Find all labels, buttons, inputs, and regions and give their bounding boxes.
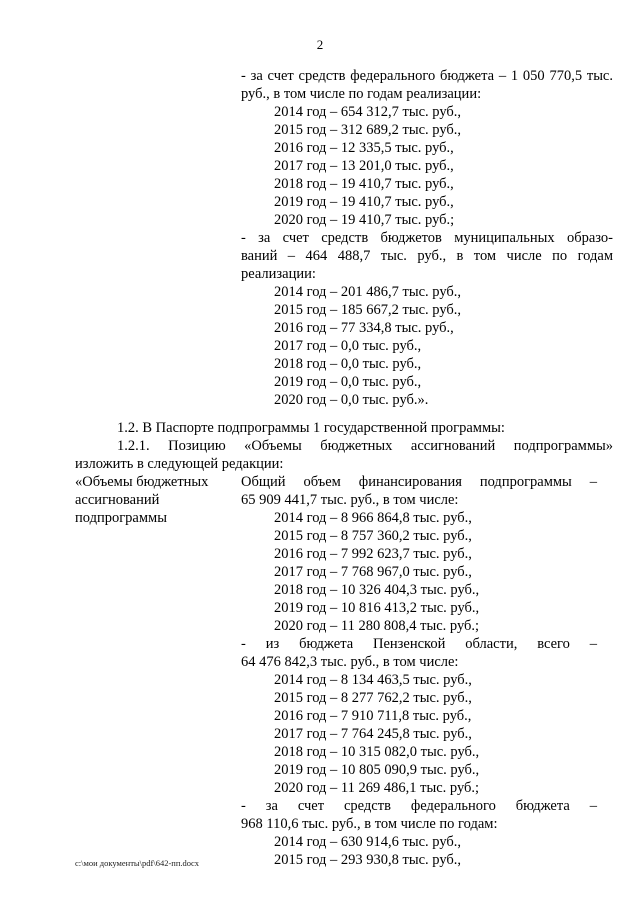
list-item: 2017 год – 7 764 245,8 тыс. руб., [274, 726, 472, 742]
label-line: подпрограммы [75, 510, 167, 526]
page-number: 2 [316, 37, 324, 52]
municipal-budget-line-2: ваний – 464 488,7 тыс. руб., в том числе по годам [241, 248, 613, 264]
list-item: 2020 год – 11 269 486,1 тыс. руб.; [274, 780, 480, 796]
list-item: 2017 год – 13 201,0 тыс. руб., [274, 158, 454, 174]
list-item: 2016 год – 12 335,5 тыс. руб., [274, 140, 454, 156]
table-federal-budget-line-1: - за счет средств федерального бюджета – [241, 798, 597, 814]
list-item: 2019 год – 0,0 тыс. руб., [274, 374, 422, 390]
list-item: 2020 год – 0,0 тыс. руб.». [274, 392, 429, 408]
list-item: 2019 год – 19 410,7 тыс. руб., [274, 194, 454, 210]
list-item: 2016 год – 7 910 711,8 тыс. руб., [274, 708, 472, 724]
list-item: 2014 год – 8 134 463,5 тыс. руб., [274, 672, 472, 688]
section-1-2-heading: 1.2. В Паспорте подпрограммы 1 государственной программы: [117, 420, 505, 436]
regional-budget-line-2: 64 476 842,3 тыс. руб., в том числе: [241, 654, 459, 670]
list-item: 2016 год – 77 334,8 тыс. руб., [274, 320, 454, 336]
list-item: 2015 год – 8 277 762,2 тыс. руб., [274, 690, 472, 706]
list-item: 2020 год – 11 280 808,4 тыс. руб.; [274, 618, 480, 634]
list-item: 2014 год – 8 966 864,8 тыс. руб., [274, 510, 472, 526]
list-item: 2015 год – 312 689,2 тыс. руб., [274, 122, 462, 138]
list-item: 2017 год – 0,0 тыс. руб., [274, 338, 422, 354]
list-item: 2014 год – 630 914,6 тыс. руб., [274, 834, 462, 850]
list-item: 2016 год – 7 992 623,7 тыс. руб., [274, 546, 472, 562]
list-item: 2014 год – 201 486,7 тыс. руб., [274, 284, 462, 300]
municipal-budget-line-3: реализации: [241, 266, 316, 282]
list-item: 2015 год – 293 930,8 тыс. руб., [274, 852, 462, 868]
list-item: 2019 год – 10 816 413,2 тыс. руб., [274, 600, 480, 616]
list-item: 2018 год – 19 410,7 тыс. руб., [274, 176, 454, 192]
federal-budget-line-1: - за счет средств федерального бюджета – 1 050 770,5 тыс. [241, 68, 613, 84]
list-item: 2017 год – 7 768 967,0 тыс. руб., [274, 564, 472, 580]
section-1-2-1-line-1: 1.2.1. Позицию «Объемы бюджетных ассигнований подпрограммы» [117, 438, 613, 454]
list-item: 2018 год – 10 326 404,3 тыс. руб., [274, 582, 480, 598]
table-federal-budget-line-2: 968 110,6 тыс. руб., в том числе по годам: [241, 816, 498, 832]
section-1-2-1-line-2: изложить в следующей редакции: [75, 456, 284, 472]
list-item: 2014 год – 654 312,7 тыс. руб., [274, 104, 462, 120]
total-financing-line-1: Общий объем финансирования подпрограммы – [241, 474, 597, 490]
list-item: 2018 год – 10 315 082,0 тыс. руб., [274, 744, 480, 760]
list-item: 2019 год – 10 805 090,9 тыс. руб., [274, 762, 480, 778]
total-financing-line-2: 65 909 441,7 тыс. руб., в том числе: [241, 492, 459, 508]
footer-file-path: c:\мои документы\pdf\642-пп.docx [75, 858, 200, 868]
list-item: 2015 год – 8 757 360,2 тыс. руб., [274, 528, 472, 544]
federal-budget-line-2: руб., в том числе по годам реализации: [241, 86, 482, 102]
label-line: ассигнований [75, 492, 160, 508]
municipal-budget-line-1: - за счет средств бюджетов муниципальных образо- [241, 230, 613, 246]
label-line: «Объемы бюджетных [75, 474, 209, 490]
list-item: 2015 год – 185 667,2 тыс. руб., [274, 302, 462, 318]
list-item: 2018 год – 0,0 тыс. руб., [274, 356, 422, 372]
list-item: 2020 год – 19 410,7 тыс. руб.; [274, 212, 455, 228]
regional-budget-line-1: - из бюджета Пензенской области, всего – [241, 636, 597, 652]
